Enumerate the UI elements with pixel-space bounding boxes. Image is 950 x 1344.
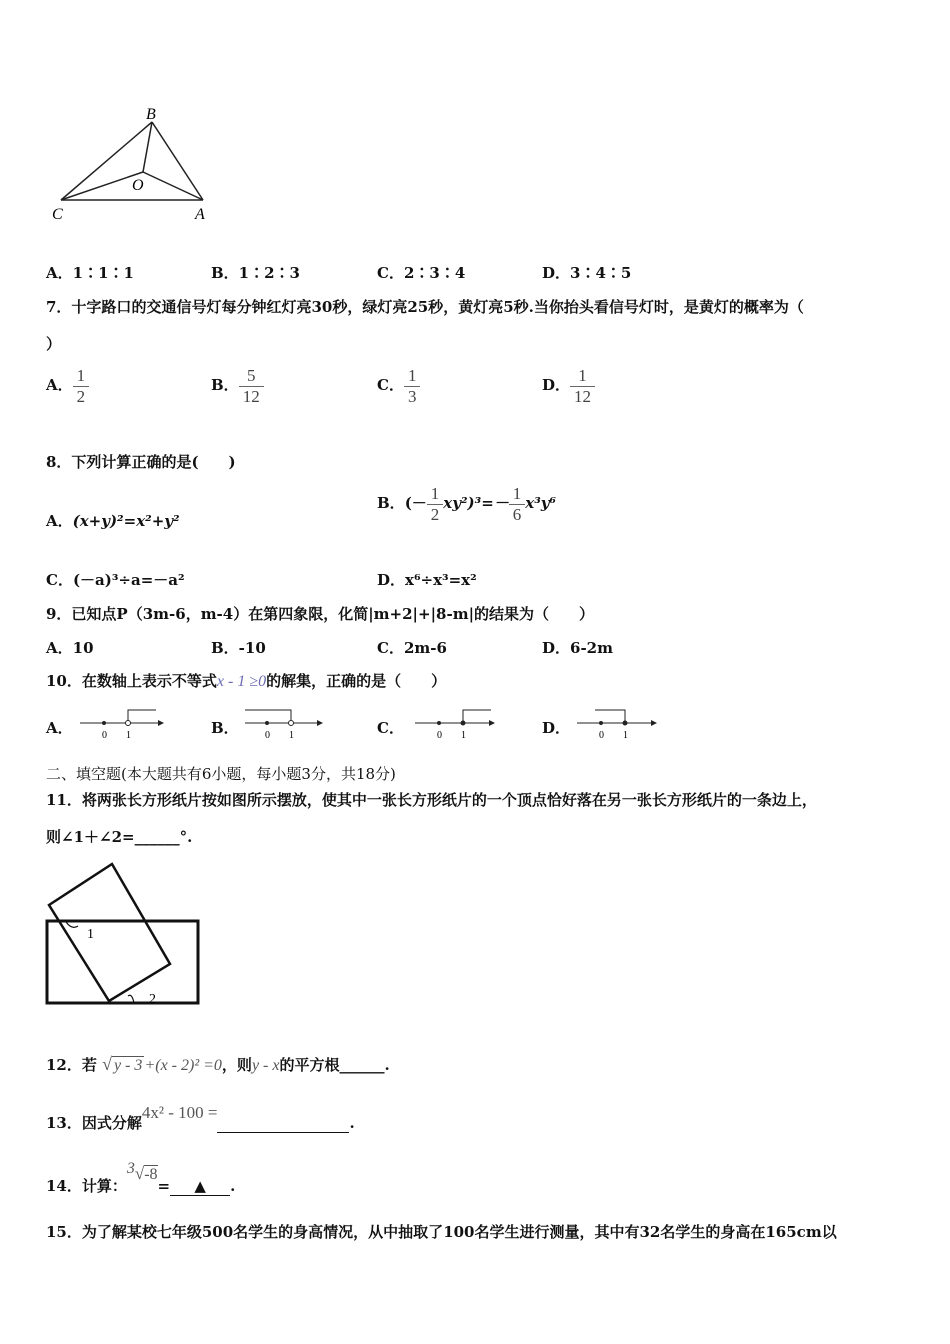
label-a: A	[195, 206, 205, 223]
q7-option-c[interactable]: C． $\frac{1}{3}$	[377, 366, 420, 406]
svg-text:1: 1	[126, 730, 131, 741]
angle-1-label: 1	[87, 927, 94, 942]
q8-option-a[interactable]: A．(x+y)²=x²+y²	[46, 512, 180, 530]
q9-option-a[interactable]: A．10	[46, 639, 94, 657]
q7-option-d[interactable]: D． $\frac{1}{12}$	[542, 366, 595, 406]
q10-option-d[interactable]: D．	[542, 719, 571, 737]
svg-text:0: 0	[599, 730, 604, 741]
q10-text: 10．在数轴上表示不等式x - 1 ≥0的解集，正确的是（ ）	[46, 672, 447, 690]
q7-text: 7．十字路口的交通信号灯每分钟红灯亮30秒，绿灯亮25秒，黄灯亮5秒.当你抬头看信号灯时，是黄灯的概率为（	[46, 298, 804, 316]
number-line-a[interactable]	[78, 706, 168, 742]
q14-text: 14．计算：$^3$√-8= ▲ .	[46, 1160, 236, 1195]
q14-answer-blank[interactable]: ▲	[170, 1177, 230, 1196]
q11-line1: 11．将两张长方形纸片按如图所示摆放，使其中一张长方形纸片的一个顶点恰好落在另一张长方形纸片的一条边上，	[46, 791, 817, 809]
svg-text:1: 1	[289, 730, 294, 741]
q10-option-b[interactable]: B．	[211, 719, 239, 737]
q8-text: 8．下列计算正确的是( )	[46, 453, 236, 471]
q9-option-b[interactable]: B．-10	[211, 639, 266, 657]
q6-option-a[interactable]: A．1∶1∶1	[46, 264, 134, 282]
q9-text: 9．已知点P（3m-6，m-4）在第四象限，化简|m+2|+|8-m|的结果为（ ）	[46, 605, 595, 623]
svg-text:0: 0	[102, 730, 107, 741]
number-line-d[interactable]	[575, 706, 665, 742]
section-2-heading: 二、填空题(本大题共有6小题，每小题3分，共18分)	[46, 765, 396, 783]
q13-text: 13．因式分解4x² - 100 = .	[46, 1103, 355, 1132]
q8-option-c[interactable]: C．(－a)³÷a=－a²	[46, 571, 185, 589]
svg-text:0: 0	[437, 730, 442, 741]
svg-text:0: 0	[265, 730, 270, 741]
number-line-b[interactable]	[243, 706, 333, 742]
q10-option-a[interactable]: A．	[46, 719, 73, 737]
q9-option-d[interactable]: D．6-2m	[542, 639, 613, 657]
q12-text: 12．若 √ y - 3 +(x - 2)² =0，则y - x的平方根______.	[46, 1054, 390, 1074]
q15-text: 15．为了解某校七年级500名学生的身高情况，从中抽取了100名学生进行测量，其中有32名学生的身高在165cm以	[46, 1223, 837, 1241]
q7-close: ）	[46, 335, 62, 353]
number-line-c[interactable]	[413, 706, 503, 742]
q9-option-c[interactable]: C．2m-6	[377, 639, 447, 657]
rectangles-figure	[40, 856, 210, 1016]
q7-option-a[interactable]: A． $\frac{1}{2}$	[46, 366, 89, 406]
q6-option-c[interactable]: C．2∶3∶4	[377, 264, 466, 282]
svg-text:1: 1	[461, 730, 466, 741]
angle-2-label: 2	[149, 992, 156, 1007]
q11-line2: 则∠1＋∠2=______°.	[46, 828, 193, 846]
q7-option-b[interactable]: B． $\frac{5}{12}$	[211, 366, 264, 406]
triangle-figure	[40, 100, 230, 230]
q13-answer-blank[interactable]	[217, 1114, 349, 1133]
q6-option-d[interactable]: D．3∶4∶5	[542, 264, 632, 282]
label-b: B	[146, 106, 156, 123]
svg-text:1: 1	[623, 730, 628, 741]
q10-option-c[interactable]: C．	[377, 719, 404, 737]
q6-option-b[interactable]: B．1∶2∶3	[211, 264, 300, 282]
q8-option-d[interactable]: D．x⁶÷x³=x²	[377, 571, 477, 589]
label-c: C	[52, 206, 63, 223]
label-o: O	[132, 177, 144, 194]
q8-option-b[interactable]: B．(－ $\frac{1}{2}$ xy²)³=－ $\frac{1}{6}$ x³y⁶	[377, 484, 557, 524]
